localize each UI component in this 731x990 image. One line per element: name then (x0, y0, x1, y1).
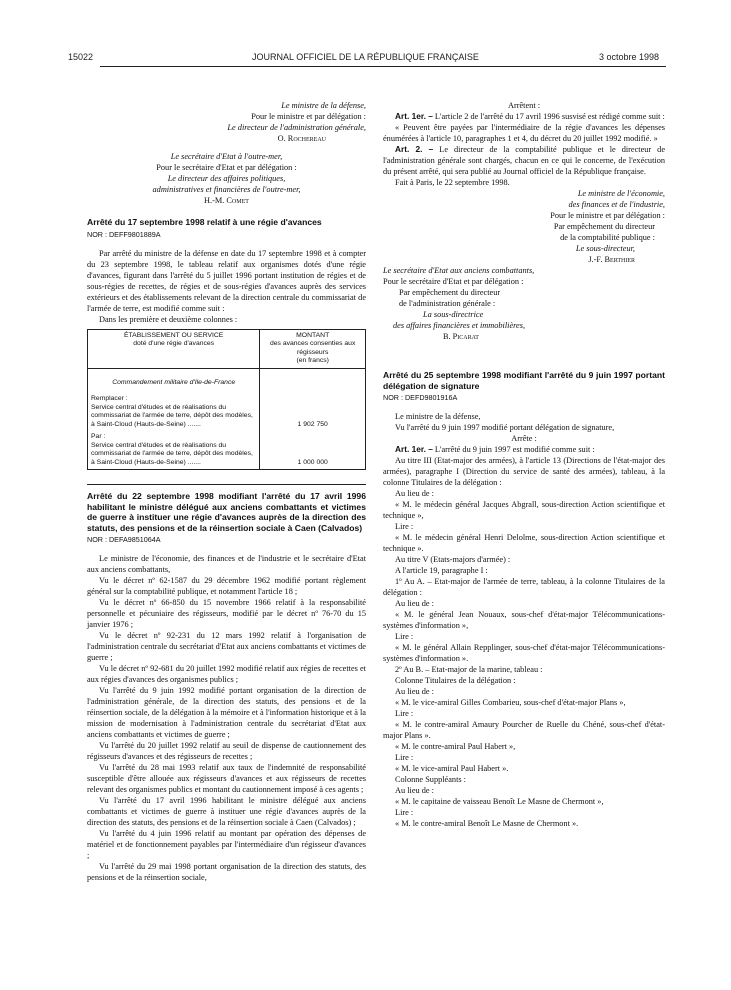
quote: « Peuvent être payées par l'intermédiaire de la régie d'avances les dépenses énumérées à l'article 10, paragraphes 1 et 4, du décret du 20 juillet 1992 modifié. » (383, 123, 665, 143)
sig-line: Par empêchement du directeur (553, 222, 655, 231)
nor-code: NOR : DEFA9851064A (87, 535, 161, 544)
paragraph: Au lieu de : (395, 489, 434, 498)
sig-line: administratives et financières de l'outre-mer, (152, 185, 301, 194)
replace-label: Remplacer : (91, 395, 128, 402)
article-1: Art. 1er. – L'article 2 de l'arrêté du 17 avril 1996 susvisé est rédigé comme suit : (395, 111, 665, 121)
sig-line: Pour le secrétaire d'Etat et par délégation : (156, 163, 297, 172)
sig-name: B. Picarat (443, 332, 479, 341)
sig-name: J.-F. Berthier (588, 255, 635, 264)
fait-a-paris: Fait à Paris, le 22 septembre 1998. (395, 178, 510, 187)
paragraph: « M. le contre-amiral Paul Habert », (395, 742, 516, 751)
paragraph: Au titre V (Etats-majors d'armée) : (395, 555, 511, 564)
left-column (87, 100, 366, 883)
issue-date: 3 octobre 1998 (598, 52, 659, 62)
sig-name: O. Rochereau (277, 134, 326, 143)
paragraph: Vu le décret nº 66-850 du 15 novembre 1966 relatif à la responsabilité personnelle et pécuniaire des régisseurs, modifié par le décret nº 76-70 du 15 janvier 1976 ; (87, 598, 366, 629)
signature-block-anciens-combattants (383, 265, 665, 342)
paragraph: Vu l'arrêté du 17 avril 1996 habilitant le ministre délégué aux anciens combattants et victimes de guerre à instituer une régie d'avances auprès de la direction des statuts, des pensions et de la réinsertion sociale à Caen (Calvados) ; (87, 796, 366, 827)
paragraph: « M. le contre-amiral Benoît Le Masne de Chermont ». (395, 819, 579, 828)
sig-line: de la comptabilité publique : (560, 233, 655, 242)
paragraph: Au titre III (Etat-major des armées), à l'article 13 (Directions de l'état-major des armées), paragraphe I (Direction du service de santé des armées), tableau, à la colonne Titulaires de la délégation : (383, 456, 665, 487)
article-1-delegation: Art. 1er. – L'arrêté du 9 juin 1997 est modifié comme suit : (395, 444, 595, 454)
sig-line: Le sous-directeur, (575, 244, 635, 253)
sig-line: Le secrétaire d'Etat à l'outre-mer, (170, 152, 283, 161)
sig-line: Le directeur des affaires politiques, (167, 174, 286, 183)
paragraph: Vu l'arrêté du 28 mai 1993 relatif aux taux de l'indemnité de responsabilité susceptible d'être allouée aux régisseurs d'avances et aux régisseurs de recettes relevant des organismes publics et montant du cautionnement imposé à ces agents ; (87, 763, 366, 794)
paragraph: Lire : (395, 522, 414, 531)
header-rule (100, 66, 666, 67)
table-row (88, 431, 366, 470)
sig-line: Pour le secrétaire d'Etat et par délégation : (383, 277, 524, 286)
paragraph: Le ministre de l'économie, des finances et de l'industrie et le secrétaire d'Etat aux anciens combattants, (87, 554, 366, 574)
sig-line: de l'administration générale : (399, 299, 496, 308)
paragraph: Au lieu de : (395, 599, 434, 608)
paragraph: « M. le contre-amiral Amaury Pourcher de Ruelle du Chéné, sous-chef d'état-major Plans ». (383, 720, 665, 740)
table-header-row (88, 329, 366, 368)
article-divider (87, 484, 366, 485)
sig-line: Le secrétaire d'Etat aux anciens combattants, (383, 266, 535, 275)
paragraph: Vu l'arrêté du 9 juin 1997 modifié portant délégation de signature, (395, 423, 615, 432)
sig-line: La sous-directrice (423, 310, 484, 319)
paragraph: « M. le général Jean Nouaux, sous-chef d'état-major Télécommunications-systèmes d'information », (383, 610, 665, 630)
paragraph: 1º Au A. – Etat-major de l'armée de terre, tableau, à la colonne Titulaires de la délégation : (383, 577, 665, 597)
paragraph: Colonne Suppléants : (395, 775, 466, 784)
table-row (88, 368, 366, 431)
paragraph: Vu le décret nº 62-1587 du 29 décembre 1962 modifié portant règlement général sur la comptabilité publique, et notamment l'article 18 ; (87, 576, 366, 596)
paragraph: Vu le décret nº 92-681 du 20 juillet 1992 modifié relatif aux régies de recettes et aux régies d'avances des organismes publics ; (87, 664, 366, 684)
paragraph: Lire : (395, 709, 414, 718)
sig-line: des affaires financières et immobilières, (393, 321, 526, 330)
paragraph: « M. le vice-amiral Paul Habert ». (395, 764, 509, 773)
sig-line: des finances et de l'industrie, (568, 200, 665, 209)
signature-block-economie (383, 188, 665, 265)
service-description: Service central d'études et de réalisations du commissariat de l'armée de terre, dépôt des modèles, à Saint-Cloud (Hauts-de-Seine) ....... (91, 403, 253, 428)
regie-table (87, 329, 366, 471)
spacer (87, 144, 366, 151)
sig-line: Pour le ministre et par délégation : (550, 211, 665, 220)
paragraph: Vu l'arrêté du 9 juin 1992 modifié portant organisation de la direction de l'administration générale, de la direction des statuts, des pensions et de la réinsertion sociale, de la délégation à la mémoire et à l'information historique et à la mission de modernisation à l'administration centrale du secrétariat d'Etat aux anciens combattants et victimes de guerre ; (87, 686, 366, 739)
signature-block-outremer (87, 151, 366, 206)
article-title-caen: Arrêté du 22 septembre 1998 modifiant l'arrêté du 17 avril 1996 habilitant le ministre délégué aux anciens combattants et victimes de guerre à instituer une régie d'avances auprès de la direction des statuts, des pensions et de la réinsertion sociale à Caen (Calvados) (87, 491, 366, 533)
sig-line: Pour le ministre et par délégation : (251, 112, 366, 121)
sig-name: H.-M. Comet (204, 196, 249, 205)
column-header: MONTANT des avances consenties aux régisseurs (en francs) (260, 329, 366, 368)
command-label: Commandement militaire d'Ile-de-France (112, 378, 236, 386)
arrete-heading: Arrête : (511, 434, 537, 443)
journal-title: JOURNAL OFFICIEL DE LA RÉPUBLIQUE FRANÇAISE (252, 52, 479, 62)
page-number: 15022 (68, 52, 94, 62)
signature-block-defense (87, 100, 366, 144)
right-column (383, 100, 665, 829)
paragraph: « M. le général Allain Repplinger, sous-chef d'état-major Télécommunications-systèmes d'information ». (383, 643, 665, 663)
sig-line: Par empêchement du directeur (399, 288, 501, 297)
par-label: Par : (91, 433, 106, 440)
sig-line: Le directeur de l'administration générale, (227, 123, 366, 132)
paragraph: Lire : (395, 632, 414, 641)
amount-cell: 1 902 750 (260, 368, 366, 431)
paragraph: Vu l'arrêté du 29 mai 1998 portant organisation de la direction des statuts, des pensions et de la réinsertion sociale, (87, 862, 366, 882)
paragraph: « M. le vice-amiral Gilles Combarieu, sous-chef d'état-major Plans », (395, 698, 626, 707)
paragraph: Vu l'arrêté du 20 juillet 1992 relatif au seuil de dispense de cautionnement des régisseurs d'avances et des régisseurs de recettes ; (87, 741, 366, 761)
paragraph: « M. le médecin général Jacques Abgrall, sous-direction Action scientifique et technique », (383, 500, 665, 520)
article-2: Art. 2. – Le directeur de la comptabilité publique et le directeur de l'administration générale sont chargés, chacun en ce qui le concerne, de l'exécution du présent arrêté, qui sera publié au Journal officiel de la République française. (383, 144, 666, 176)
paragraph: 2º Au B. – Etat-major de la marine, tableau : (395, 665, 543, 674)
paragraph: Dans les première et deuxième colonnes : (99, 314, 238, 324)
paragraph: Vu l'arrêté du 4 juin 1996 relatif au montant par opération des dépenses de matériel et de fonctionnement payables par l'intermédiaire d'un régisseur d'avances ; (87, 829, 366, 860)
paragraph: Lire : (395, 808, 414, 817)
article-title-regie: Arrêté du 17 septembre 1998 relatif à une régie d'avances (87, 217, 322, 227)
article-title-delegation: Arrêté du 25 septembre 1998 modifiant l'arrêté du 9 juin 1997 portant délégation de signature (383, 370, 665, 391)
amount-cell: 1 000 000 (260, 431, 366, 470)
service-description: Service central d'études et de réalisations du commissariat de l'armée de terre, dépôt des modèles, à Saint-Cloud (Hauts-de-Seine) ....... (91, 441, 253, 466)
paragraph: Vu le décret nº 92-231 du 12 mars 1992 relatif à l'organisation de l'administration centrale du secrétariat d'Etat aux anciens combattants et victimes de guerre ; (87, 631, 366, 662)
paragraph: A l'article 19, paragraphe I : (395, 566, 488, 575)
column-header: ÉTABLISSEMENT OU SERVICE doté d'une régie d'avances (88, 329, 260, 368)
sig-line: Le ministre de la défense, (281, 101, 366, 110)
paragraph: Au lieu de : (395, 687, 434, 696)
paragraph: Lire : (395, 753, 414, 762)
arretent-heading: Arrêtent : (507, 101, 541, 110)
spacer (87, 206, 366, 217)
paragraph: Par arrêté du ministre de la défense en date du 17 septembre 1998 et à compter du 23 septembre 1998, le tableau relatif aux organismes dotés d'une régie d'avances, figurant dans l'arrêté du 5 juillet 1996 portant institution de régies et de sous-régies de recettes, de régies et de sous-régies d'avances auprès des services extérieurs et des établissements relevant de la direction centrale du commissariat de l'armée de terre, est modifié comme suit : (87, 248, 366, 313)
nor-code: NOR : DEFF9801889A (87, 229, 161, 239)
sig-line: Le ministre de l'économie, (577, 189, 665, 198)
paragraph: « M. le médecin général Henri Delolme, sous-direction Action scientifique et technique ». (383, 533, 665, 553)
paragraph: « M. le capitaine de vaisseau Benoît Le Masne de Chermont », (395, 797, 604, 806)
paragraph: Colonne Titulaires de la délégation : (395, 676, 516, 685)
nor-code: NOR : DEFD9801916A (383, 393, 458, 402)
paragraph: Le ministre de la défense, (395, 412, 481, 421)
paragraph: Au lieu de : (395, 786, 434, 795)
